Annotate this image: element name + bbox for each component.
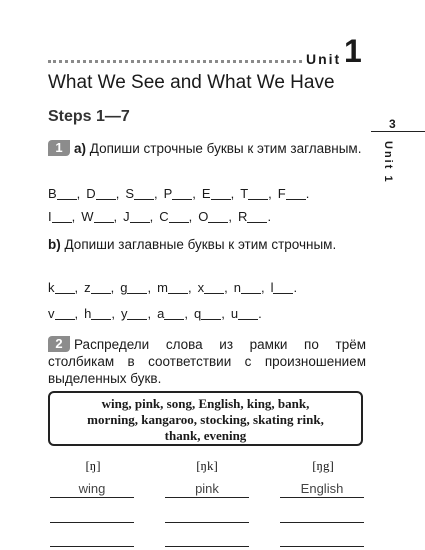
letter-blank[interactable] [241, 281, 261, 294]
letter-blank[interactable] [172, 187, 192, 200]
unit-header [48, 33, 366, 69]
letter-prompt: x [197, 280, 205, 295]
punctuation: , [228, 209, 233, 224]
task2-text: Распредели слова из рамки по трём столбикам в соответствии с произношением выделенных букв. [48, 337, 366, 386]
letter-item [234, 280, 265, 295]
letter-blank[interactable] [247, 210, 267, 223]
task1-b-row2 [48, 306, 368, 321]
letter-blank[interactable] [134, 187, 154, 200]
letter-prompt: D [86, 186, 96, 201]
letter-item [157, 306, 188, 321]
letter-prompt: J [123, 209, 130, 224]
task1-b-text: Допиши заглавные буквы к этим строчным. [64, 237, 337, 252]
letter-item [120, 280, 151, 295]
letter-prompt: n [233, 280, 241, 295]
letter-blank[interactable] [270, 280, 293, 295]
letter-prompt: a [157, 306, 165, 321]
sound-heading-ng: [ŋ] [85, 458, 101, 473]
punctuation: , [74, 280, 79, 295]
letter-blank[interactable] [127, 307, 147, 320]
letter-item [121, 306, 151, 321]
word-box [48, 391, 363, 446]
letter-blank[interactable] [204, 281, 224, 294]
letter-blank[interactable] [96, 187, 116, 200]
letter-item [125, 186, 157, 201]
punctuation: , [224, 280, 228, 295]
letter-blank[interactable] [55, 307, 75, 320]
letter-blank[interactable] [169, 210, 189, 223]
answer-line[interactable] [280, 506, 364, 523]
task2-instruction [48, 336, 366, 387]
letter-prompt: S [125, 186, 134, 201]
sound-heading-ng-g: [ŋg] [312, 458, 334, 473]
answer-field-col3[interactable]: English [280, 481, 364, 498]
letter-item [48, 280, 78, 295]
punctuation: , [115, 186, 120, 201]
letter-item [84, 280, 114, 295]
letter-prompt: u [230, 306, 239, 321]
task1-a-row1 [48, 186, 368, 201]
letter-item [238, 209, 271, 224]
punctuation: . [267, 209, 272, 224]
letter-blank[interactable] [238, 307, 258, 320]
letter-blank[interactable] [94, 210, 114, 223]
letter-item [48, 306, 78, 321]
letter-item [240, 186, 272, 201]
task1-a-marker: а) [74, 141, 87, 156]
letter-item [159, 209, 192, 224]
punctuation: . [293, 280, 298, 295]
word-box-line: morning, kangaroo, stocking, skating rink, [87, 412, 324, 427]
letter-prompt: l [270, 280, 274, 295]
punctuation: , [268, 186, 272, 201]
letter-blank[interactable] [168, 281, 188, 294]
side-unit-label: Unit 1 [382, 141, 394, 184]
punctuation: , [230, 186, 235, 201]
punctuation: , [113, 209, 118, 224]
punctuation: , [147, 280, 152, 295]
task1-b-marker: b) [48, 237, 61, 252]
letter-blank[interactable] [201, 307, 221, 320]
steps-heading: Steps 1—7 [48, 108, 130, 125]
word-box-line: wing, pink, song, English, king, bank, [101, 396, 310, 411]
answer-line[interactable] [50, 530, 134, 547]
letter-prompt: q [193, 306, 202, 321]
task1-a-instruction [48, 140, 366, 157]
answer-field-col1[interactable]: wing [50, 481, 134, 498]
unit-label: Unit [306, 51, 342, 67]
letter-prompt: E [201, 186, 211, 201]
punctuation: , [111, 306, 115, 321]
page-number: 3 [389, 117, 396, 131]
letter-blank[interactable] [57, 187, 77, 200]
letter-prompt: B [48, 186, 57, 201]
task1-b-instruction [48, 236, 366, 253]
letter-prompt: P [163, 186, 173, 201]
letter-blank[interactable] [91, 307, 111, 320]
letter-prompt: R [238, 209, 248, 224]
letter-blank[interactable] [286, 187, 306, 200]
letter-blank[interactable] [211, 187, 231, 200]
punctuation: , [74, 306, 79, 321]
letter-item [231, 306, 262, 321]
page-title: What We See and What We Have [48, 72, 335, 93]
punctuation: , [71, 209, 76, 224]
letter-prompt: m [157, 280, 168, 295]
letter-item [48, 209, 75, 224]
letter-blank[interactable] [52, 210, 72, 223]
answer-line[interactable] [165, 530, 249, 547]
letter-blank[interactable] [208, 210, 228, 223]
answer-field-col2[interactable]: pink [165, 481, 249, 498]
letter-item [198, 209, 232, 224]
letter-blank[interactable] [164, 307, 184, 320]
task1-badge: 1 [48, 140, 70, 156]
side-rule [371, 131, 425, 132]
punctuation: , [110, 280, 115, 295]
task1-a-text: Допиши строчные буквы к этим заглавным. [89, 141, 362, 156]
letter-blank[interactable] [130, 210, 150, 223]
unit-number: 1 [344, 33, 362, 69]
letter-item [194, 306, 225, 321]
letter-item [84, 306, 115, 321]
answer-line[interactable] [280, 530, 364, 547]
letter-prompt: z [84, 280, 91, 295]
punctuation: , [153, 186, 158, 201]
letter-blank[interactable] [248, 187, 268, 200]
letter-prompt: F [277, 186, 286, 201]
letter-item [48, 186, 80, 201]
task1-a-row2 [48, 209, 368, 224]
letter-prompt: y [120, 306, 128, 321]
letter-item [198, 280, 228, 295]
task1-b-row1 [48, 280, 368, 295]
punctuation: . [305, 186, 310, 201]
letter-prompt: O [198, 209, 209, 224]
letter-prompt: v [48, 306, 55, 321]
letter-prompt: C [159, 209, 169, 224]
punctuation: , [192, 186, 196, 201]
letter-item [202, 186, 234, 201]
letter-item [164, 186, 196, 201]
letter-item [86, 186, 119, 201]
letter-prompt: k [48, 280, 55, 295]
letter-blank[interactable] [91, 281, 111, 294]
letter-item [278, 186, 310, 201]
letter-blank[interactable] [127, 281, 147, 294]
letter-item [157, 280, 191, 295]
task2-badge: 2 [48, 336, 70, 352]
dotted-divider [48, 60, 302, 63]
punctuation: , [260, 280, 265, 295]
letter-item [271, 280, 298, 295]
punctuation: , [188, 209, 193, 224]
punctuation: , [221, 306, 225, 321]
letter-item [81, 209, 117, 224]
letter-prompt: g [120, 280, 128, 295]
letter-item [123, 209, 153, 224]
letter-prompt: I [48, 209, 52, 224]
letter-prompt: T [240, 186, 249, 201]
letter-blank[interactable] [55, 281, 75, 294]
word-box-line: thank, evening [164, 428, 247, 443]
punctuation: , [184, 306, 188, 321]
answer-line[interactable] [50, 506, 134, 523]
letter-prompt: W [81, 209, 94, 224]
punctuation: . [258, 306, 262, 321]
punctuation: , [187, 280, 192, 295]
punctuation: , [149, 209, 154, 224]
sound-heading-nk: [ŋk] [196, 458, 218, 473]
letter-prompt: h [84, 306, 92, 321]
punctuation: , [147, 306, 152, 321]
punctuation: , [76, 186, 81, 201]
answer-line[interactable] [165, 506, 249, 523]
